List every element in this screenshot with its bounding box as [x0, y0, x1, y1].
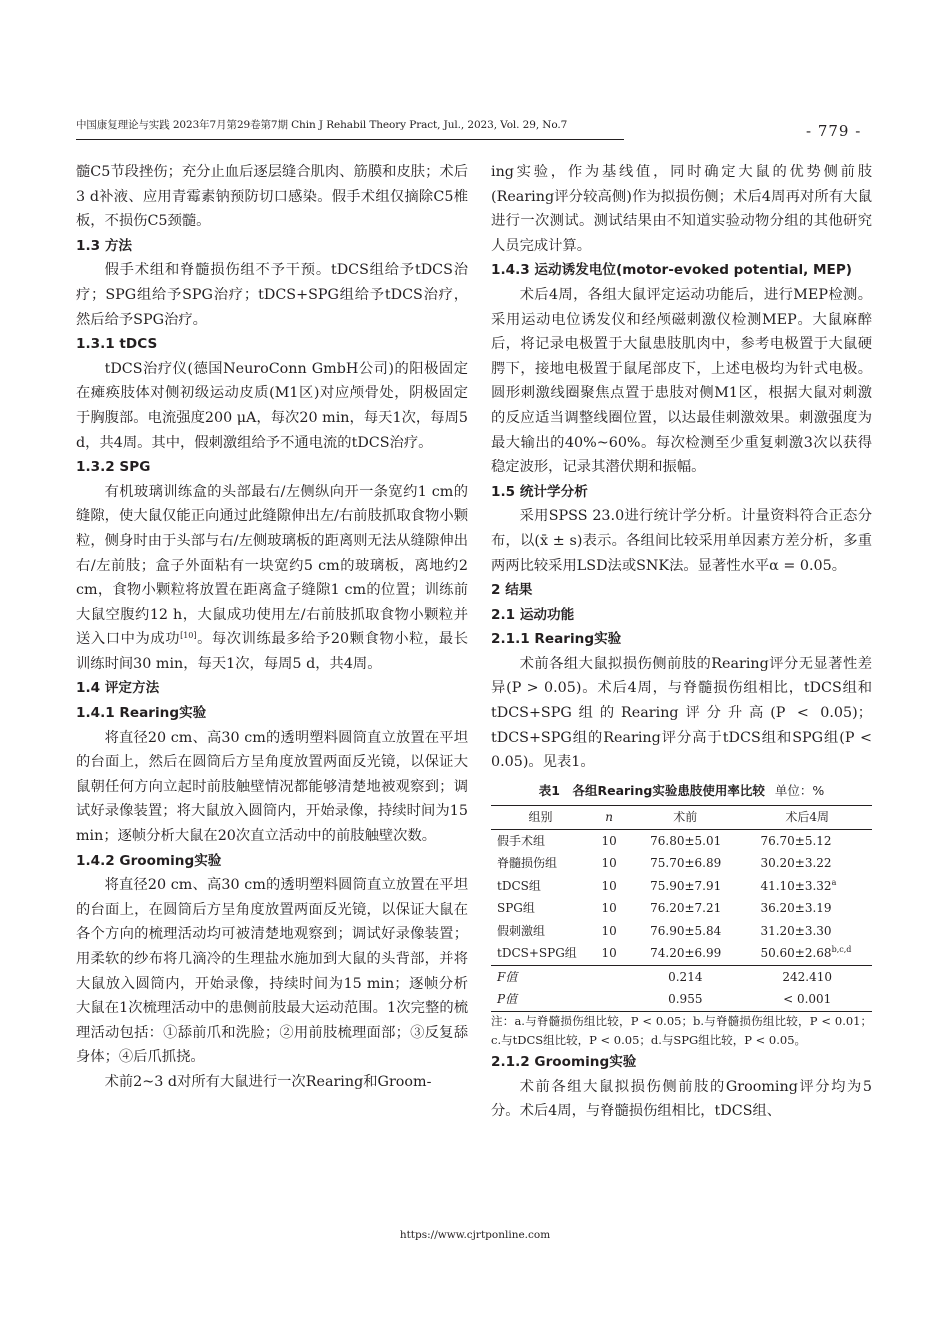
table-cell-group: 假手术组	[497, 833, 546, 848]
table-cell-post	[742, 920, 872, 943]
heading-1-3: 1.3 方法	[76, 237, 133, 254]
heading-1-4-2: 1.4.2 Grooming实验	[76, 852, 222, 869]
table-row-p	[491, 988, 872, 1011]
table-cell-n: 10	[601, 946, 617, 961]
table-header-n	[590, 806, 628, 830]
table-row	[491, 852, 872, 875]
table-1	[491, 805, 872, 1012]
paragraph-baseline-test: 术前2~3 d对所有大鼠进行一次Rearing和Groom-	[104, 1073, 432, 1090]
table-cell-p-post: < 0.001	[742, 988, 872, 1011]
table-header-n-text: n	[605, 810, 613, 825]
table-cell-post-value: 30.20±3.22	[760, 856, 832, 871]
table-cell-post	[742, 942, 872, 965]
paragraph-baseline-cont: ing实验，作为基线值，同时确定大鼠的优势侧前肢(Rearing评分较高侧)作为拟损伤侧；术后4周再对所有大鼠进行一次测试。测试结果由不知道实验动物分组的其他研究人员完成计算。	[491, 164, 872, 254]
citation-10[interactable]: [10]	[180, 631, 197, 641]
paragraph-grooming-method: 将直径20 cm、高30 cm的透明塑料圆筒直立放置在平坦的台面上，在圆筒后方呈角度放置两面反光镜，以保证大鼠在各个方向的梳理活动均可被清楚地观察到；调试好录像装置；用柔软的纱布将几滴冷的生理盐水施加到大鼠的头背部，并将大鼠放入圆筒内，开始录像，持续时间为15 min；逐帧分析大鼠在1次梳理活动中的患侧前肢最大运动范围。1次完整的梳理活动包括：①舔前爪和洗脸；②用前肢梳理面部；③反复舔身体；④后爪抓挠。	[76, 877, 468, 1066]
table-header-post: 术后4周	[742, 806, 872, 830]
table-cell-post-value: 41.10±3.32	[760, 878, 832, 893]
paragraph-statistics: 采用SPSS 23.0进行统计学分析。计量资料符合正态分布，以(x̄ ± s)表示。各组间比较采用单因素方差分析，多重两两比较采用LSD法或SNK法。显著性水平α = 0.05。	[491, 508, 872, 574]
table-cell-pre: 76.80±5.01	[650, 833, 722, 848]
table-row	[491, 897, 872, 920]
table-cell-post-value: 31.20±3.30	[760, 923, 832, 938]
table-cell-post	[742, 829, 872, 852]
table-cell-p-label	[491, 988, 590, 1011]
heading-1-4-3: 1.4.3 运动诱发电位(motor-evoked potential, MEP)	[491, 262, 853, 279]
table-cell-empty	[590, 988, 628, 1011]
heading-1-4: 1.4 评定方法	[76, 680, 160, 697]
heading-2: 2 结果	[491, 582, 533, 599]
heading-1-3-1: 1.3.1 tDCS	[76, 336, 158, 353]
heading-2-1-1: 2.1.1 Rearing实验	[491, 631, 622, 648]
table-cell-post-value: 76.70±5.12	[760, 833, 832, 848]
paragraph-grooming-result: 术前各组大鼠拟损伤侧前肢的Grooming评分均为5分。术后4周，与脊髓损伤组相比，tDCS组、	[491, 1078, 872, 1120]
paragraph-rearing-result: 术前各组大鼠拟损伤侧前肢的Rearing评分无显著性差异(P > 0.05)。术后4周，与脊髓损伤组相比，tDCS组和tDCS+SPG组的Rearing评分升高(P < 0.05)；tDCS+SPG组的Rearing评分高于tDCS组和SPG组(P < 0.05)。见表1。	[491, 655, 872, 771]
heading-1-5: 1.5 统计学分析	[491, 483, 588, 500]
table-cell-post-value: 36.20±3.19	[760, 901, 832, 916]
heading-1-3-2: 1.3.2 SPG	[76, 459, 151, 476]
table-row-f	[491, 965, 872, 988]
left-column	[76, 160, 468, 1095]
table-row	[491, 920, 872, 943]
table-cell-group: tDCS组	[497, 878, 541, 893]
paragraph-methods: 假手术组和脊髓损伤组不予干预。tDCS组给予tDCS治疗；SPG组给予SPG治疗；tDCS+SPG组给予tDCS治疗，然后给予SPG治疗。	[76, 262, 468, 328]
footer-url[interactable]: https://www.cjrtponline.com	[399, 1229, 551, 1241]
table-cell-n: 10	[601, 878, 617, 893]
table-cell-group: 假刺激组	[497, 923, 546, 938]
table-1-note: 注：a.与脊髓损伤组比较，P < 0.05；b.与脊髓损伤组比较，P < 0.01；c.与tDCS组比较，P < 0.05；d.与SPG组比较，P < 0.05。	[491, 1013, 872, 1047]
paragraph-rearing-method: 将直径20 cm、高30 cm的透明塑料圆筒直立放置在平坦的台面上，然后在圆筒后方呈角度放置两面反光镜，以保证大鼠朝任何方向立起时前肢触壁情况都能够清楚地被观察到；调试好录像装置；将大鼠放入圆筒内，开始录像，持续时间为15 min；逐帧分析大鼠在20次直立活动中的前肢触壁次数。	[76, 729, 468, 845]
table-cell-post-value: 50.60±2.68	[760, 946, 832, 961]
table-1-caption	[491, 779, 872, 804]
table-cell-f-post: 242.410	[742, 965, 872, 988]
table-cell-n: 10	[601, 901, 617, 916]
heading-2-1-2: 2.1.2 Grooming实验	[491, 1053, 637, 1070]
table-header-group: 组别	[491, 806, 590, 830]
page-number: - 779 -	[806, 122, 862, 140]
paragraph-spg-tail: 。每次训练最多给予20颗食物小粒，最长训练时间30 min，每天1次，每周5 d，共4周。	[76, 631, 468, 672]
running-header: 中国康复理论与实践 2023年7月第29卷第7期 Chin J Rehabil Theory Pract, Jul., 2023, Vol. 29, No.7	[76, 117, 624, 140]
paragraph-mep: 术后4周，各组大鼠评定运动功能后，进行MEP检测。采用运动电位诱发仪和经颅磁刺激仪检测MEP。大鼠麻醉后，将记录电极置于大鼠患肢肌肉中，参考电极置于大鼠硬腭下，接地电极置于鼠尾部皮下，上述电极均为针式电极。圆形刺激线圈聚焦点置于患肢对侧M1区，根据大鼠对刺激的反应适当调整线圈位置，以达最佳刺激效果。刺激强度为最大输出的40%~60%。每次检测至少重复刺激3次以获得稳定波形，记录其潜伏期和振幅。	[491, 286, 872, 476]
table-row	[491, 942, 872, 965]
table-cell-pre: 75.90±7.91	[650, 878, 722, 893]
table-cell-p-label-text: P值	[497, 992, 518, 1007]
paragraph-spg-text: 有机玻璃训练盒的头部最右/左侧纵向开一条宽约1 cm的缝隙，使大鼠仅能正向通过此缝隙伸出左/右前肢抓取食物小颗粒，侧身时由于头部与右/左侧玻璃板的距离则无法从缝隙伸出右/左前肢；盒子外面粘有一块宽约5 cm的玻璃板，离地约2 cm，食物小颗粒将放置在距离盒子缝隙1 cm的位置；训练前大鼠空腹约12 h，大鼠成功使用左/右前肢抓取食物小颗粒并送入口中为成功	[76, 483, 468, 648]
table-cell-n: 10	[601, 923, 617, 938]
table-row	[491, 875, 872, 898]
table-cell-n: 10	[601, 856, 617, 871]
table-1-unit: 单位：%	[774, 782, 825, 798]
table-cell-f-label	[491, 965, 590, 988]
right-column	[491, 160, 872, 1124]
heading-2-1: 2.1 运动功能	[491, 606, 575, 623]
table-cell-pre: 74.20±6.99	[650, 946, 722, 961]
table-cell-pre: 75.70±6.89	[650, 856, 722, 871]
table-cell-post	[742, 875, 872, 898]
table-row	[491, 829, 872, 852]
table-header-pre: 术前	[628, 806, 742, 830]
table-cell-group: 脊髓损伤组	[497, 856, 558, 871]
table-cell-f-label-text: F值	[497, 969, 518, 984]
paragraph-tdcs: tDCS治疗仪(德国NeuroConn GmbH公司)的阳极固定在瘫痪肢体对侧初级运动皮质(M1区)对应颅骨处，阴极固定于胸腹部。电流强度200 μA，每次20 min，每天1次，每周5 d，共4周。其中，假刺激组给予不通电流的tDCS治疗。	[76, 360, 468, 451]
heading-1-4-1: 1.4.1 Rearing实验	[76, 705, 207, 722]
table-cell-f-pre: 0.214	[628, 965, 742, 988]
table-cell-group: SPG组	[497, 901, 535, 916]
table-cell-pre: 76.20±7.21	[650, 901, 722, 916]
table-cell-post	[742, 852, 872, 875]
table-cell-pre: 76.90±5.84	[650, 923, 722, 938]
table-cell-post	[742, 897, 872, 920]
table-cell-post-mark: a	[831, 877, 837, 887]
table-cell-n: 10	[601, 833, 617, 848]
table-cell-group: tDCS+SPG组	[497, 946, 577, 961]
paragraph-surgery-end: 髓C5节段挫伤；充分止血后逐层缝合肌肉、筋膜和皮肤；术后3 d补液、应用青霉素钠预防切口感染。假手术组仅摘除C5椎板，不损伤C5颈髓。	[76, 164, 468, 230]
table-cell-empty	[590, 965, 628, 988]
table-cell-post-mark: b,c,d	[831, 945, 852, 955]
table-1-title: 表1 各组Rearing实验患肢使用率比较	[538, 782, 765, 798]
paragraph-spg	[76, 480, 468, 677]
table-cell-p-pre: 0.955	[628, 988, 742, 1011]
